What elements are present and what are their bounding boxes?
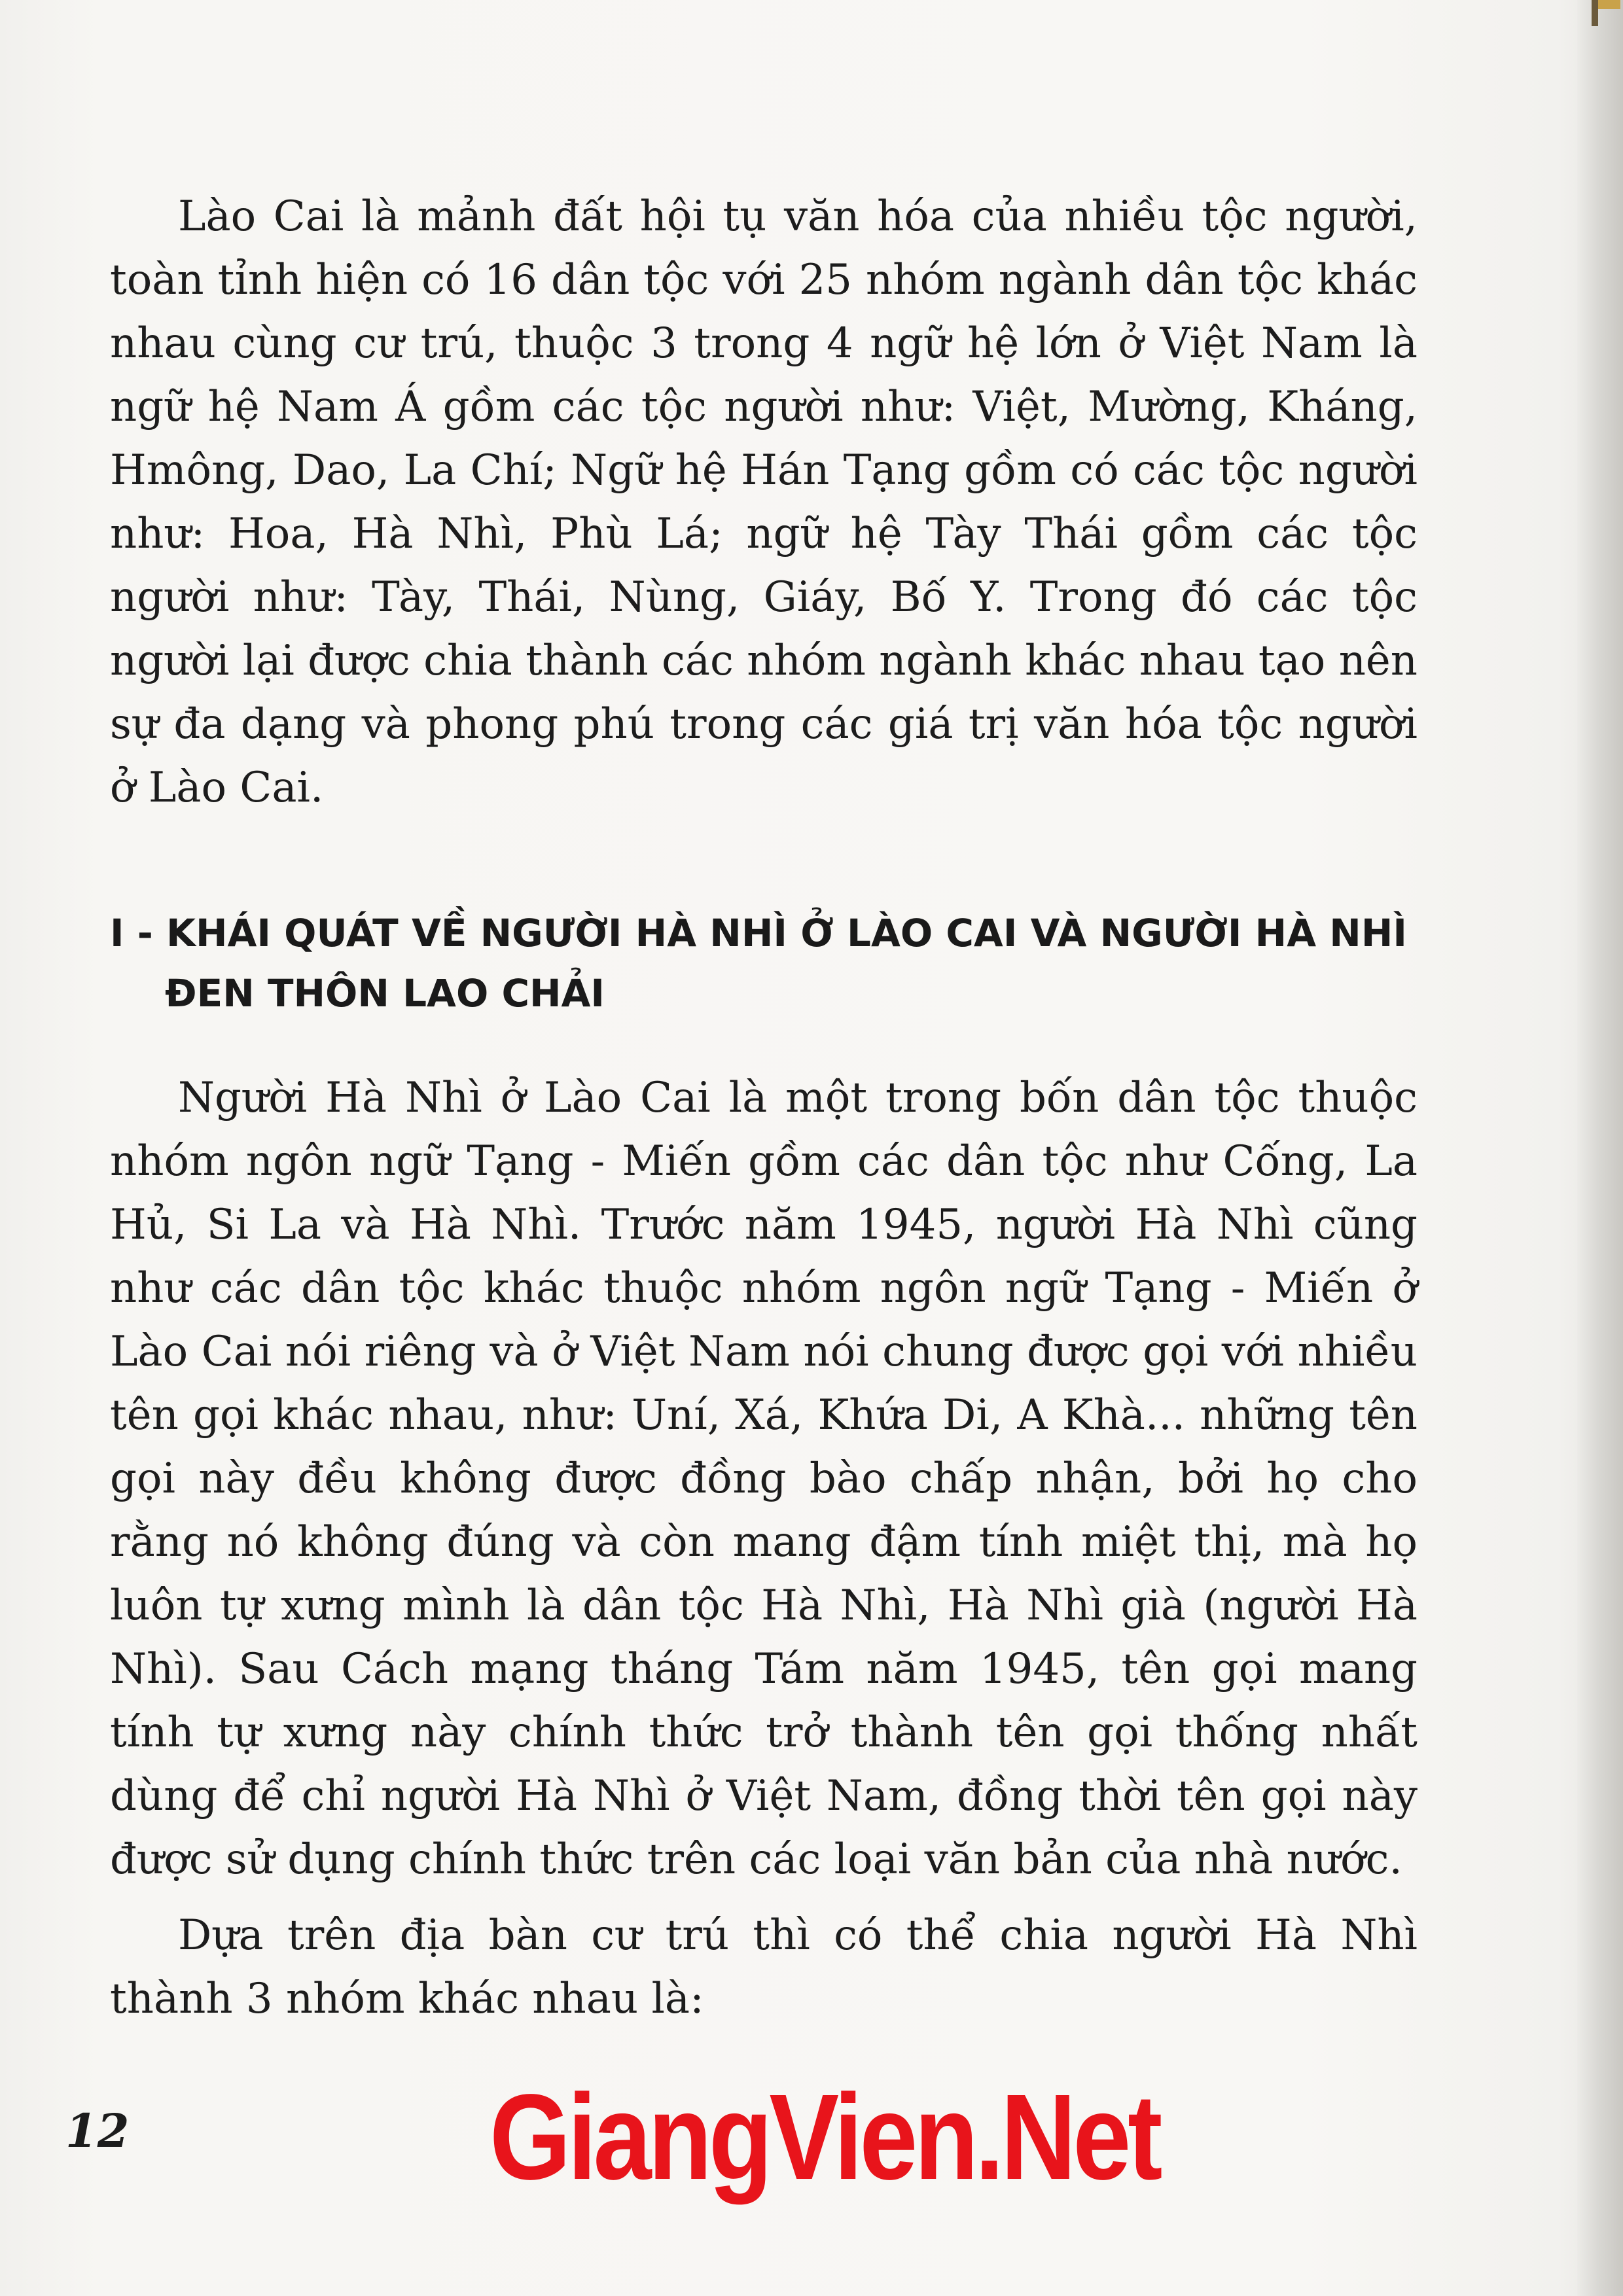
paragraph-groups-intro: Dựa trên địa bàn cư trú thì có thể chia người Hà Nhì thành 3 nhóm khác nhau là:: [110, 1911, 1418, 2023]
paragraph-ha-nhi-names: Người Hà Nhì ở Lào Cai là một trong bốn dân tộc thuộc nhóm ngôn ngữ Tạng - Miến gồm các dân tộc như Cống, La Hủ, Si La và Hà Nhì. Trước năm 1945, người Hà Nhì cũng như các dân tộc khác thuộc nhóm ngôn ngữ Tạng - Miến ở Lào Cai nói riêng và ở Việt Nam nói chung được gọi với nhiều tên gọi khác nhau, như: Uní, Xá, Khứa Di, A Khà... những tên gọi này đều không được đồng bào chấp nhận, bởi họ cho rằng nó không đúng và còn mang đậm tính miệt thị, mà họ luôn tự xưng mình là dân tộc Hà Nhì, Hà Nhì già (người Hà Nhì). Sau Cách mạng tháng Tám năm 1945, tên gọi mang tính tự xưng này chính thức trở thành tên gọi thống nhất dùng để chỉ người Hà Nhì ở Việt Nam, đồng thời tên gọi này được sử dụng chính thức trên các loại văn bản của nhà nước.: [110, 1074, 1418, 1884]
paragraph-intro: Lào Cai là mảnh đất hội tụ văn hóa của nhiều tộc người, toàn tỉnh hiện có 16 dân tộc với 25 nhóm ngành dân tộc khác nhau cùng cư trú, thuộc 3 trong 4 ngữ hệ lớn ở Việt Nam là ngữ hệ Nam Á gồm các tộc người như: Việt, Mường, Kháng, Hmông, Dao, La Chí; Ngữ hệ Hán Tạng gồm có các tộc người như: Hoa, Hà Nhì, Phù Lá; ngữ hệ Tày Thái gồm các tộc người như: Tày, Thái, Nùng, Giáy, Bố Y. Trong đó các tộc người lại được chia thành các nhóm ngành khác nhau tạo nên sự đa dạng và phong phú trong các giá trị văn hóa tộc người ở Lào Cai.: [110, 192, 1418, 812]
page-edge-shadow: [1577, 0, 1623, 2296]
watermark-text: GiangVien.Net: [490, 2070, 1160, 2205]
page-number: 12: [65, 2104, 130, 2158]
corner-mark: [1592, 0, 1598, 26]
section-heading: I - KHÁI QUÁT VỀ NGƯỜI HÀ NHÌ Ở LÀO CAI VÀ NGƯỜI HÀ NHÌ ĐEN THÔN LAO CHẢI: [110, 911, 1407, 1016]
